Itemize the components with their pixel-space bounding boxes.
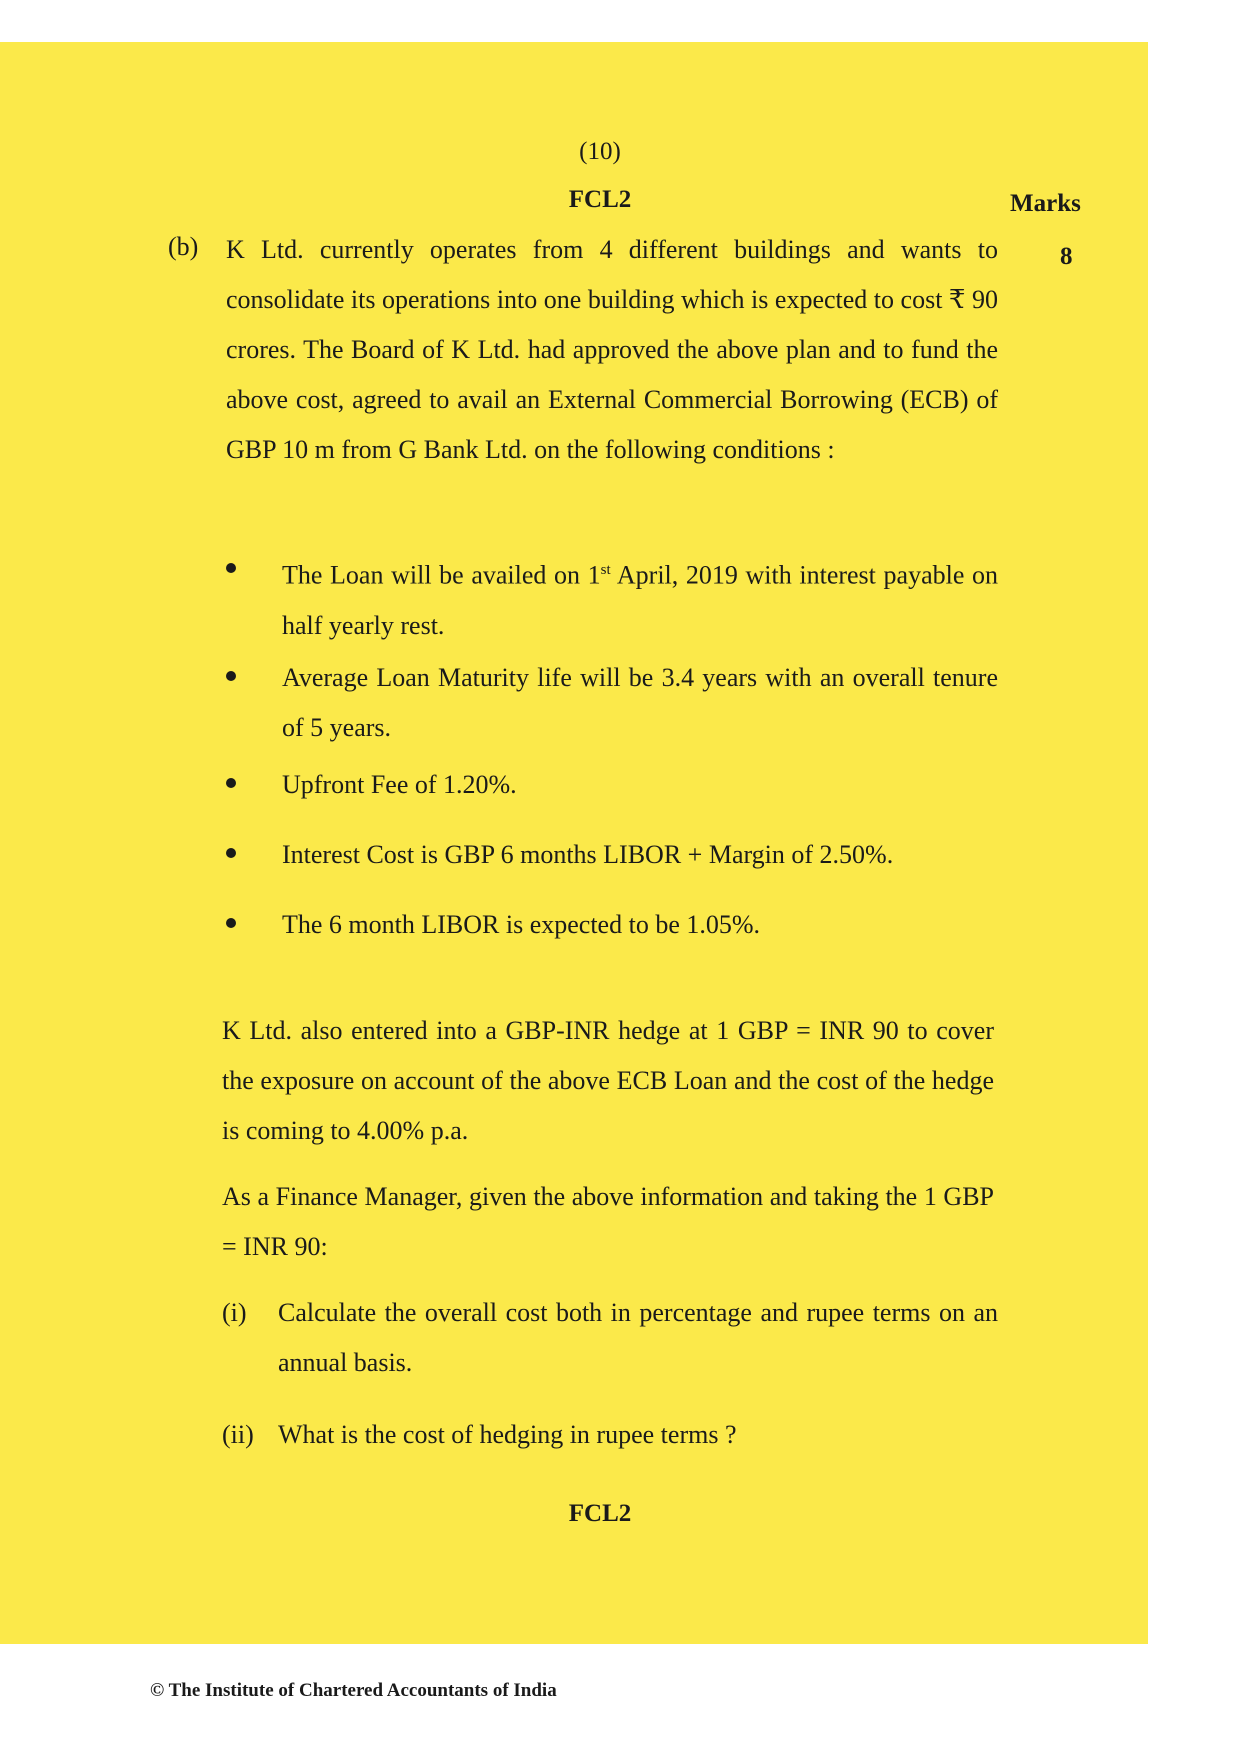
- bullet-icon: [226, 778, 236, 788]
- bullet-icon: [226, 918, 236, 928]
- sub-question-label: (ii): [222, 1420, 254, 1449]
- condition-text: The Loan will be availed on 1st April, 2019 with interest payable on half yearly rest.: [282, 560, 998, 640]
- condition-text: Interest Cost is GBP 6 months LIBOR + Margin of 2.50%.: [282, 840, 894, 869]
- condition-text: Upfront Fee of 1.20%.: [282, 770, 517, 799]
- sub-question-label: (i): [222, 1298, 247, 1327]
- paper-code-top: FCL2: [568, 186, 632, 213]
- marks-value: 8: [1060, 243, 1073, 270]
- page-number: (10): [579, 138, 621, 165]
- bullet-icon: [226, 563, 236, 573]
- paper-code-bottom: FCL2: [568, 1500, 632, 1527]
- marks-heading: Marks: [1010, 190, 1081, 217]
- instruction-paragraph: As a Finance Manager, given the above information and taking the 1 GBP = INR 90:: [222, 1182, 994, 1261]
- sub-question-text: What is the cost of hedging in rupee terms ?: [278, 1420, 737, 1449]
- question-intro: K Ltd. currently operates from 4 different buildings and wants to consolidate its operations into one building which is expected to cost ₹ 90 crores. The Board of K Ltd. had approved the above plan and to fund the above cost, agreed to avail an External Commercial Borrowing (ECB) of GBP 10 m from G Bank Ltd. on the following conditions :: [226, 235, 998, 464]
- bullet-icon: [226, 671, 236, 681]
- bullet-icon: [226, 848, 236, 858]
- condition-text: Average Loan Maturity life will be 3.4 years with an overall tenure of 5 years.: [282, 663, 998, 742]
- question-label: (b): [168, 232, 199, 261]
- copyright-footer: © The Institute of Chartered Accountants of India: [150, 1680, 557, 1701]
- sub-question-text: Calculate the overall cost both in percentage and rupee terms on an annual basis.: [278, 1298, 998, 1377]
- condition-text: The 6 month LIBOR is expected to be 1.05%.: [282, 910, 761, 939]
- hedge-paragraph: K Ltd. also entered into a GBP-INR hedge at 1 GBP = INR 90 to cover the exposure on account of the above ECB Loan and the cost of the hedge is coming to 4.00% p.a.: [222, 1016, 994, 1145]
